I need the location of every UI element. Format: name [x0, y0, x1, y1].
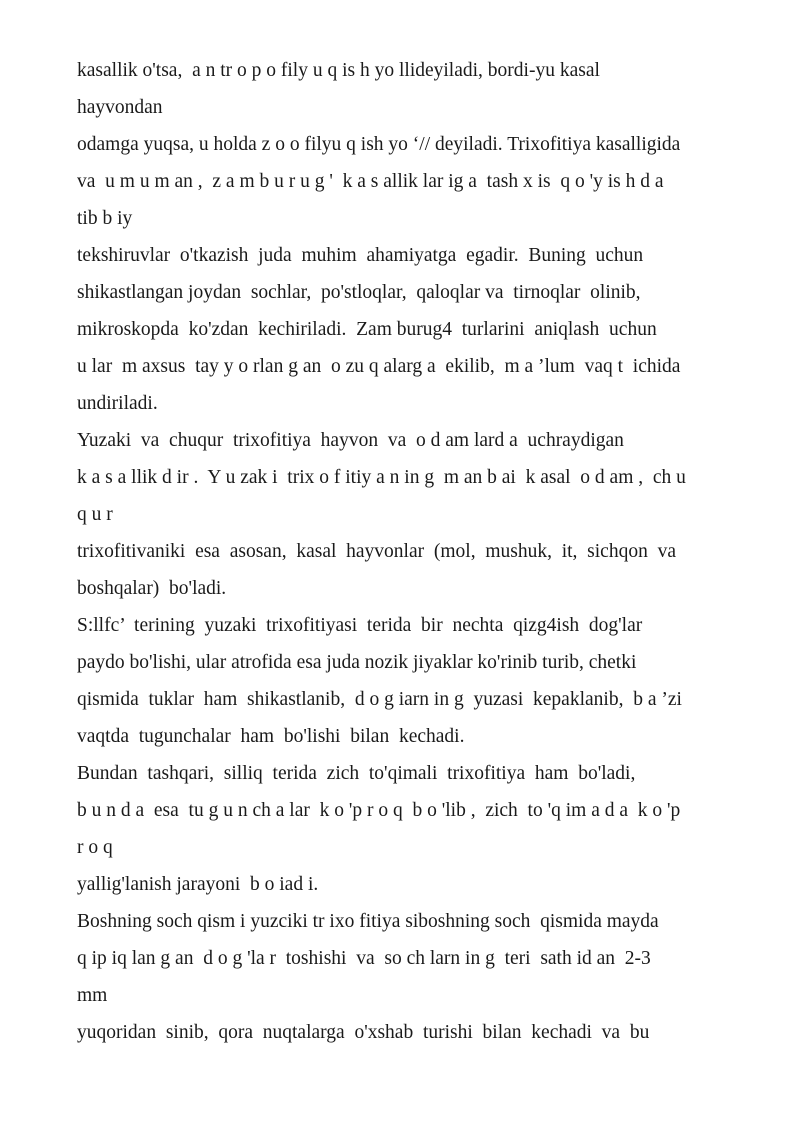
- text-line: vaqtda tugunchalar ham bo'lishi bilan kechadi.: [77, 726, 465, 747]
- text-line: q u r: [77, 504, 113, 525]
- text-line: u lar m axsus tay y o rlan g an o zu q alarg a ekilib, m a ’lum vaq t ichida: [77, 356, 681, 377]
- text-line: hayvondan: [77, 97, 163, 118]
- text-line: Bundan tashqari, silliq terida zich to'qimali trixofitiya ham bo'ladi,: [77, 763, 636, 784]
- text-line: Yuzaki va chuqur trixofitiya hayvon va o d am lard a uchraydigan: [77, 430, 624, 451]
- text-line: yuqoridan sinib, qora nuqtalarga o'xshab turishi bilan kechadi va bu: [77, 1022, 650, 1043]
- text-line: trixofitivaniki esa asosan, kasal hayvonlar (mol, mushuk, it, sichqon va: [77, 541, 676, 562]
- text-line: mm: [77, 985, 108, 1006]
- text-line: kasallik o'tsa, a n tr o p o fily u q is h yo llideyiladi, bordi-yu kasal: [77, 60, 600, 81]
- text-line: yallig'lanish jarayoni b o iad i.: [77, 874, 319, 895]
- text-line: qismida tuklar ham shikastlanib, d o g iarn in g yuzasi kepaklanib, b a ’zi: [77, 689, 682, 710]
- text-line: va u m u m an , z a m b u r u g ' k a s allik lar ig a tash x is q o 'y is h d a: [77, 171, 664, 192]
- text-line: shikastlangan joydan sochlar, po'stloqlar, qaloqlar va tirnoqlar olinib,: [77, 282, 641, 303]
- text-line: boshqalar) bo'ladi.: [77, 578, 227, 599]
- text-line: Boshning soch qism i yuzciki tr ixo fitiya siboshning soch qismida mayda: [77, 911, 659, 932]
- text-line: tekshiruvlar o'tkazish juda muhim ahamiyatga egadir. Buning uchun: [77, 245, 644, 266]
- text-line: paydo bo'lishi, ular atrofida esa juda nozik jiyaklar ko'rinib turib, chetki: [77, 652, 637, 673]
- text-line: S:llfc’ terining yuzaki trixofitiyasi terida bir nechta qizg4ish dog'lar: [77, 615, 643, 636]
- text-line: tib b iy: [77, 208, 133, 229]
- text-line: mikroskopda ko'zdan kechiriladi. Zam burug4 turlarini aniqlash uchun: [77, 319, 657, 340]
- text-line: undiriladi.: [77, 393, 158, 414]
- text-line: odamga yuqsa, u holda z o o filyu q ish yo ‘// deyiladi. Trixofitiya kasalligida: [77, 134, 681, 155]
- text-line: k a s a llik d ir . Y u zak i trix o f itiy a n in g m an b ai k asal o d am , ch u: [77, 467, 686, 488]
- text-line: r o q: [77, 837, 113, 858]
- text-line: b u n d a esa tu g u n ch a lar k o 'p r o q b o 'lib , zich to 'q im a d a k o 'p: [77, 800, 681, 821]
- text-line: q ip iq lan g an d o g 'la r toshishi va so ch larn in g teri sath id an 2-3: [77, 948, 651, 969]
